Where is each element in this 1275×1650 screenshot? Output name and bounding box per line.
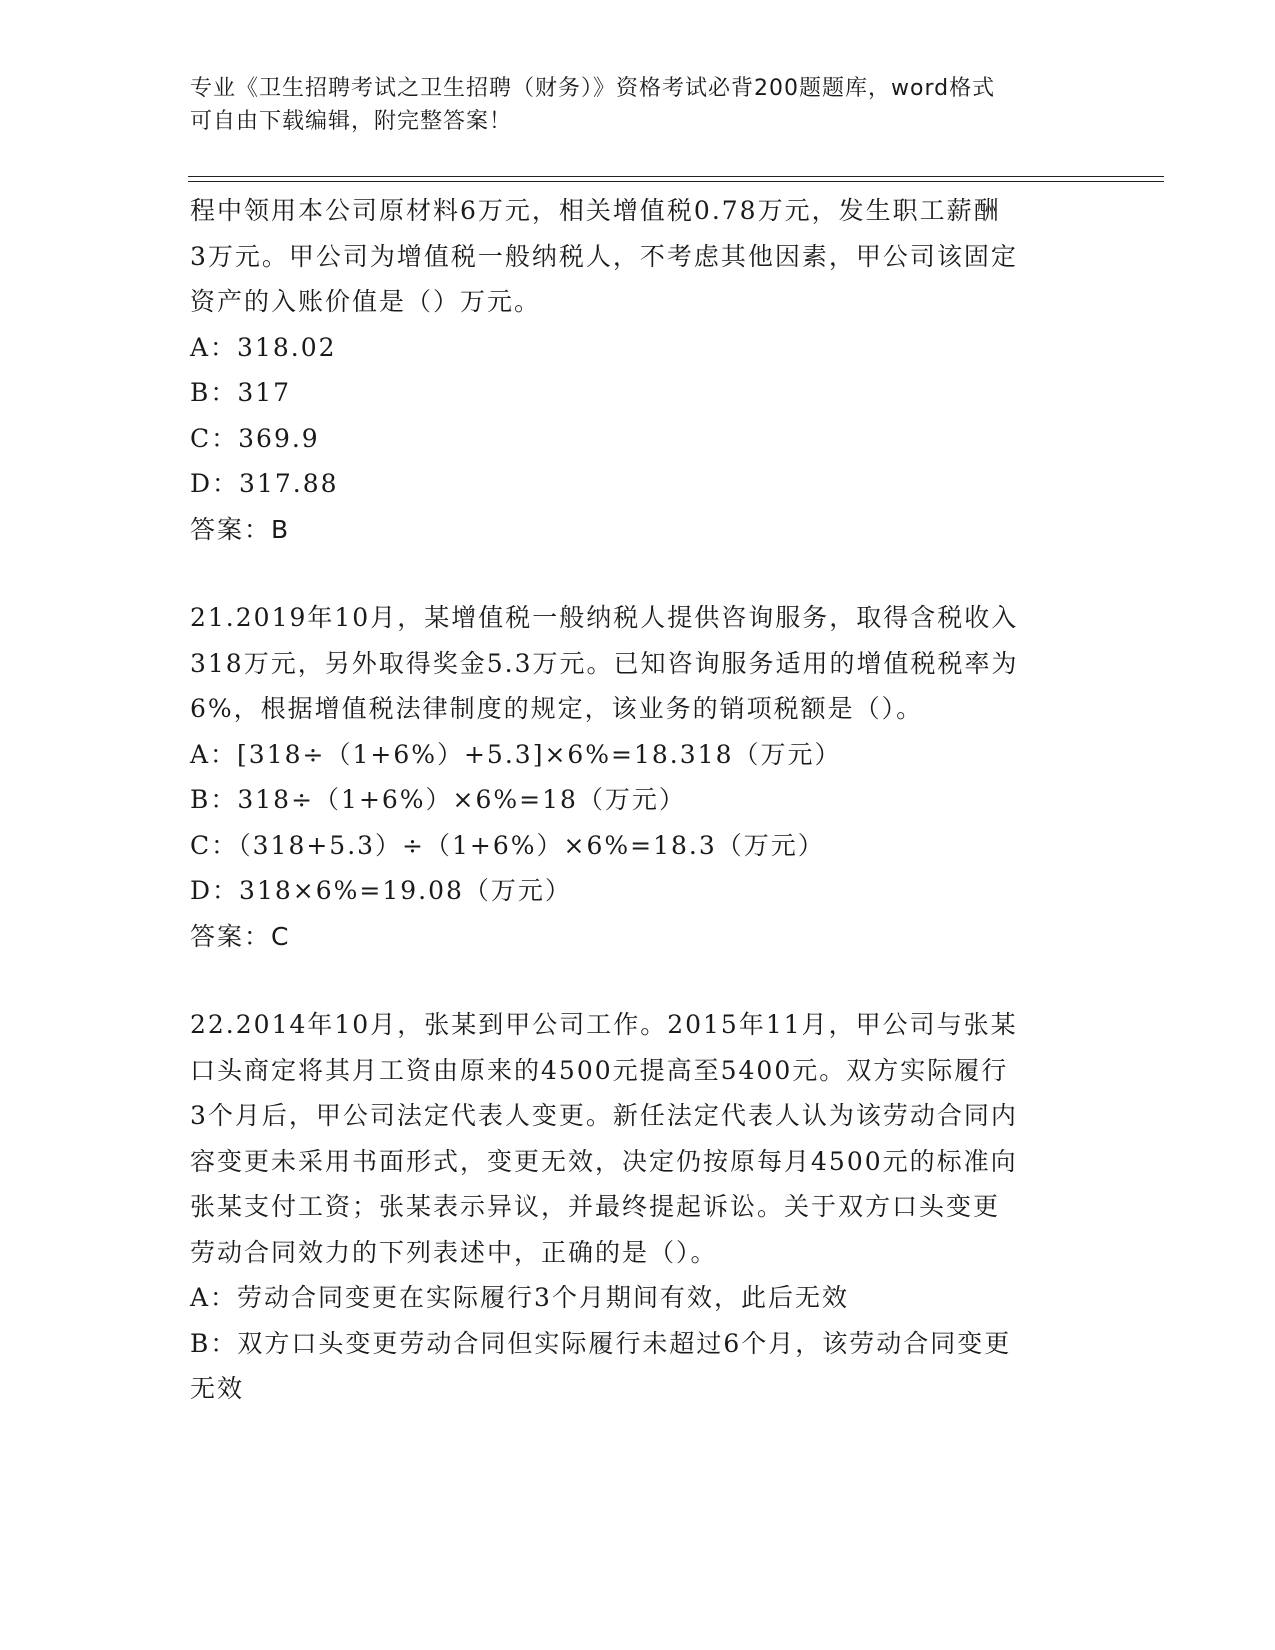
question-gap [190,552,1090,595]
option-b: B：318÷（1+6%）×6%=18（万元） [190,785,686,814]
header-line: 可自由下载编辑，附完整答案！ [190,109,513,134]
question-stem-line: 劳动合同效力的下列表述中，正确的是（）。 [190,1237,718,1267]
option-c: C：（318+5.3）÷（1+6%）×6%=18.3（万元） [190,830,825,860]
question-21 [190,595,1090,959]
option-a: A：[318÷（1+6%）+5.3]×6%=18.318（万元） [190,739,842,769]
question-stem-line: 程中领用本公司原材料6万元，相关增值税0.78万元，发生职工薪酬 [190,196,1001,225]
option-b: B：317 [190,378,292,407]
document-header [190,72,1090,138]
question-stem-line: 张某支付工资；张某表示异议，并最终提起诉讼。关于双方口头变更 [190,1192,1001,1221]
question-stem-line: 容变更未采用书面形式，变更无效，决定仍按原每月4500元的标准向 [190,1146,1018,1176]
answer-label: 答案：C [190,921,291,951]
question-stem-line: 口头商定将其月工资由原来的4500元提高至5400元。双方实际履行 [190,1055,1009,1085]
option-b: B：双方口头变更劳动合同但实际履行未超过6个月，该劳动合同变更 [190,1328,1012,1358]
question-stem-line: 资产的入账价值是（）万元。 [190,287,542,316]
question-stem-line: 318万元，另外取得奖金5.3万元。已知咨询服务适用的增值税税率为 [190,648,1019,678]
document-body [190,188,1090,1412]
question-gap [190,959,1090,1002]
question-stem-line: 22.2014年10月，张某到甲公司工作。2015年11月，甲公司与张某 [190,1010,1018,1039]
option-a: A：劳动合同变更在实际履行3个月期间有效，此后无效 [190,1283,849,1312]
option-d: D：317.88 [190,469,339,498]
header-rule-bottom [188,181,1164,182]
option-b-continued: 无效 [190,1374,245,1403]
header-rule-top [188,176,1164,177]
header-line: 专业《卫生招聘考试之卫生招聘（财务）》资格考试必背200题题库，word格式 [190,76,996,101]
question-stem-line: 21.2019年10月，某增值税一般纳税人提供咨询服务，取得含税收入 [190,603,1019,632]
answer-label: 答案：B [190,514,291,544]
question-22 [190,1002,1090,1412]
question-stem-line: 6%，根据增值税法律制度的规定，该业务的销项税额是（）。 [190,694,924,723]
question-stem-line: 3万元。甲公司为增值税一般纳税人，不考虑其他因素，甲公司该固定 [190,241,1018,271]
option-a: A：318.02 [190,332,337,362]
question-20 [190,188,1090,552]
question-stem-line: 3个月后，甲公司法定代表人变更。新任法定代表人认为该劳动合同内 [190,1101,1018,1130]
option-d: D：318×6%=19.08（万元） [190,876,572,905]
option-c: C：369.9 [190,423,320,453]
